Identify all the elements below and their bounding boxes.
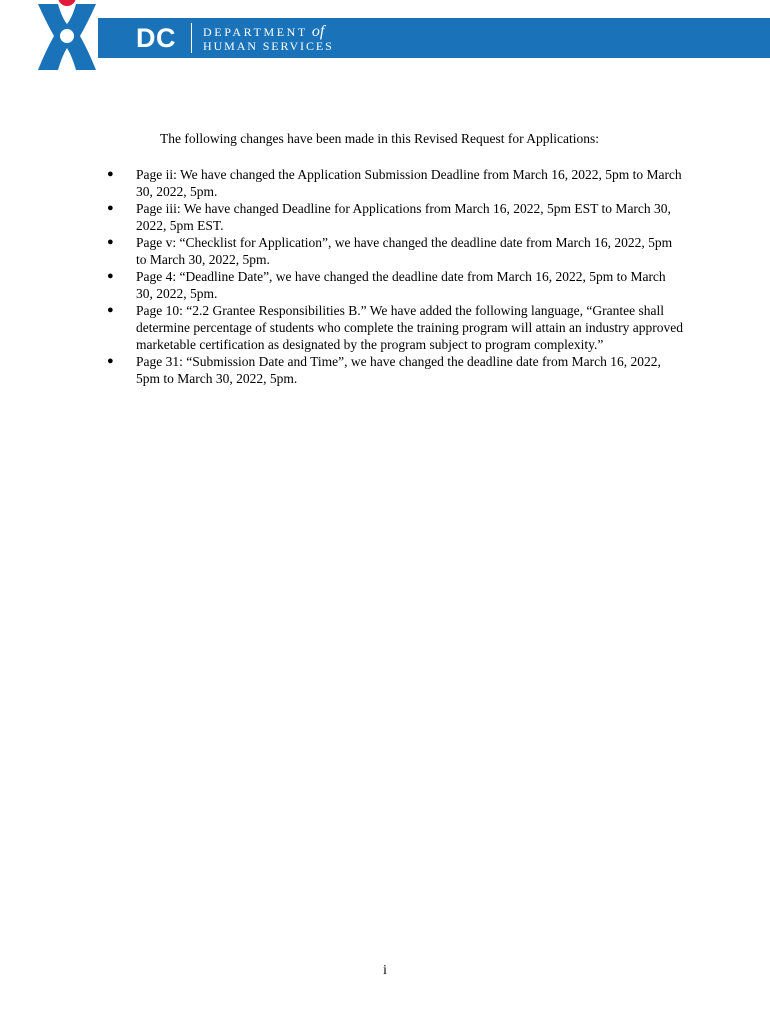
list-item bbox=[104, 268, 684, 302]
letterhead bbox=[0, 0, 770, 80]
bullet-icon: ● bbox=[107, 202, 114, 214]
intro-text: The following changes have been made in this Revised Request for Applications: bbox=[160, 130, 600, 146]
change-text: Page v: “Checklist for Application”, we have changed the deadline date from March 16, 2022, 5pm to March 30, 2022, 5pm. bbox=[136, 235, 673, 267]
changes-list bbox=[104, 166, 684, 387]
list-item bbox=[104, 302, 684, 353]
department-word: DEPARTMENT bbox=[203, 25, 308, 39]
logo-divider bbox=[191, 23, 192, 53]
list-item bbox=[104, 353, 684, 387]
dc-dhs-logo-icon bbox=[36, 0, 98, 72]
bullet-icon: ● bbox=[107, 168, 114, 180]
header-band bbox=[98, 18, 770, 58]
bullet-icon: ● bbox=[107, 304, 114, 316]
department-of: of bbox=[311, 23, 325, 40]
human-services-line: HUMAN SERVICES bbox=[203, 39, 334, 53]
change-text: Page 31: “Submission Date and Time”, we have changed the deadline date from March 16, 2022, 5pm to March 30, 2022, 5pm. bbox=[136, 354, 661, 386]
bullet-icon: ● bbox=[107, 355, 114, 367]
list-item bbox=[104, 200, 684, 234]
change-text: Page 10: “2.2 Grantee Responsibilities B.” We have added the following language, “Grantee shall determine percentage of students who complete the training program will attain an industry approved marketable certification as designated by the program subject to program complexity.” bbox=[136, 303, 683, 352]
change-text: Page iii: We have changed Deadline for Applications from March 16, 2022, 5pm EST to March 30, 2022, 5pm EST. bbox=[136, 201, 671, 233]
dc-wordmark: DC bbox=[136, 23, 176, 53]
bullet-icon: ● bbox=[107, 236, 114, 248]
bullet-icon: ● bbox=[107, 270, 114, 282]
list-item bbox=[104, 166, 684, 200]
list-item bbox=[104, 234, 684, 268]
change-text: Page ii: We have changed the Application Submission Deadline from March 16, 2022, 5pm to March 30, 2022, 5pm. bbox=[136, 167, 682, 199]
change-text: Page 4: “Deadline Date”, we have changed the deadline date from March 16, 2022, 5pm to March 30, 2022, 5pm. bbox=[136, 269, 666, 301]
page-number: i bbox=[383, 962, 387, 977]
